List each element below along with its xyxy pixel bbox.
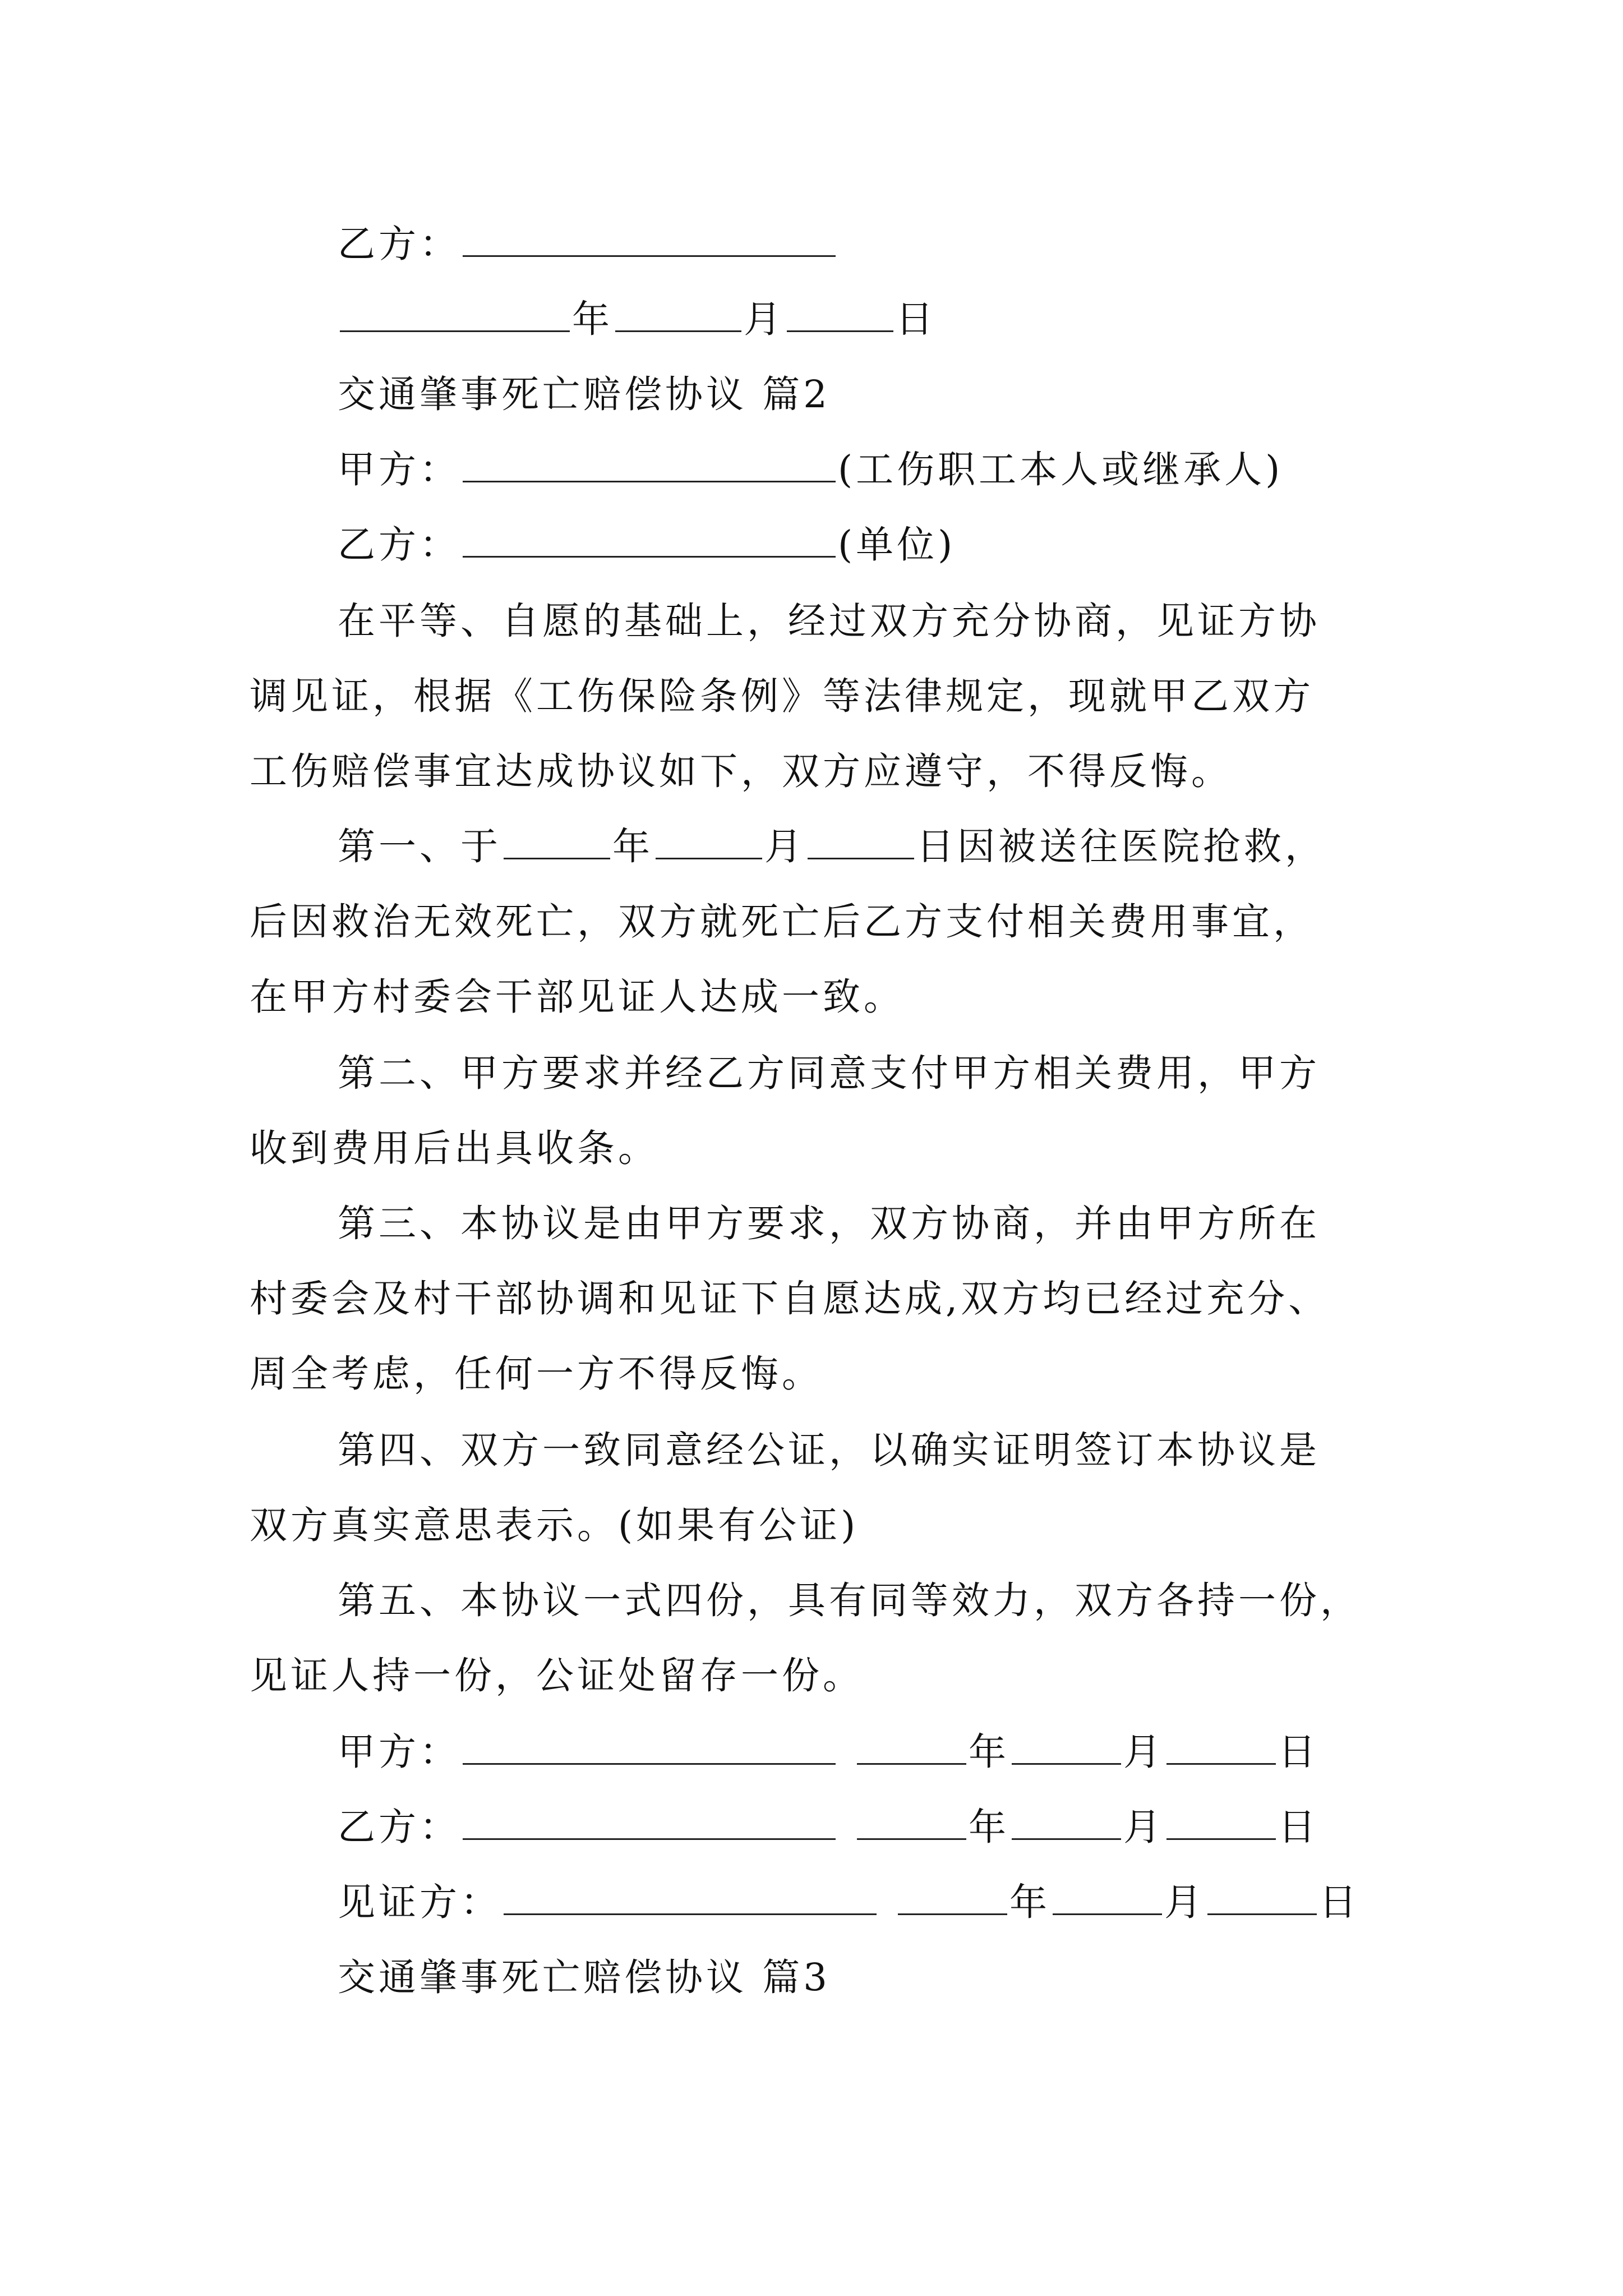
sig-party-a-label: 甲方： xyxy=(338,1730,460,1774)
sig-party-a-blank xyxy=(463,1729,836,1765)
signature-party-b xyxy=(338,1789,1396,1865)
party-b-label: 乙方： xyxy=(338,523,460,567)
sig-year-blank xyxy=(857,1729,966,1765)
party-a-note: (工伤职工本人或继承人) xyxy=(838,448,1284,491)
clause1-line-1 xyxy=(338,809,1396,884)
party-b-note: (单位) xyxy=(838,523,956,567)
signature-party-a xyxy=(338,1714,1396,1789)
clause1-line-3: 在甲方村委会干部见证人达成一致。 xyxy=(250,975,905,1019)
day-label: 日 xyxy=(896,297,937,341)
sig-year-label: 年 xyxy=(969,1805,1009,1849)
party-a-label: 甲方： xyxy=(338,448,460,491)
sig-month-blank xyxy=(1012,1805,1121,1840)
month-label: 月 xyxy=(744,297,785,341)
intro-line-2: 调见证，根据《工伤保险条例》等法律规定，现就甲乙双方 xyxy=(250,674,1314,718)
signature-witness xyxy=(338,1865,1396,1940)
month-blank xyxy=(615,297,741,332)
sig-day-blank xyxy=(1166,1805,1276,1840)
clause4-line-1: 第四、双方一致同意经公证，以确实证明签订本协议是 xyxy=(338,1428,1320,1472)
sig-witness-blank xyxy=(504,1880,877,1915)
top-party-b-line xyxy=(338,206,1396,282)
year-blank xyxy=(340,297,570,332)
sig-month-blank xyxy=(1012,1729,1121,1765)
sig-day-blank xyxy=(1207,1880,1317,1915)
top-date-line xyxy=(338,282,1396,357)
clause2-line-2: 收到费用后出具收条。 xyxy=(250,1126,659,1170)
clause1-prefix: 第一、于 xyxy=(338,825,501,868)
sig-year-blank xyxy=(857,1805,966,1840)
sig-day-label: 日 xyxy=(1278,1730,1319,1774)
sig-day-label: 日 xyxy=(1278,1805,1319,1849)
sig-year-blank xyxy=(898,1880,1007,1915)
party-b-blank xyxy=(463,522,836,558)
section2-heading: 交通肇事死亡赔偿协议 篇2 xyxy=(338,372,831,416)
party-a-line xyxy=(338,432,1396,507)
clause5-line-2: 见证人持一份，公证处留存一份。 xyxy=(250,1654,864,1697)
clause1-month-blank xyxy=(656,824,762,859)
section3-heading: 交通肇事死亡赔偿协议 篇3 xyxy=(338,1955,831,1999)
sig-day-blank xyxy=(1166,1729,1276,1765)
clause1-year-blank xyxy=(504,824,610,859)
sig-year-label: 年 xyxy=(969,1730,1009,1774)
clause3-line-1: 第三、本协议是由甲方要求，双方协商，并由甲方所在 xyxy=(338,1202,1320,1245)
sig-party-b-label: 乙方： xyxy=(338,1805,460,1849)
sig-day-label: 日 xyxy=(1319,1880,1360,1924)
clause4-line-2: 双方真实意思表示。(如果有公证) xyxy=(250,1503,859,1547)
sig-party-b-blank xyxy=(463,1805,836,1840)
party-b-label: 乙方： xyxy=(338,222,460,266)
party-a-blank xyxy=(463,447,836,482)
intro-line-3: 工伤赔偿事宜达成协议如下，双方应遵守，不得反悔。 xyxy=(250,749,1232,793)
year-label: 年 xyxy=(572,297,613,341)
clause1-day-blank xyxy=(808,824,914,859)
intro-line-1: 在平等、自愿的基础上，经过双方充分协商，见证方协 xyxy=(338,599,1320,643)
clause1-line-2: 后因救治无效死亡，双方就死亡后乙方支付相关费用事宜， xyxy=(250,900,1314,944)
clause1-year-label: 年 xyxy=(612,825,653,868)
sig-month-blank xyxy=(1053,1880,1162,1915)
sig-year-label: 年 xyxy=(1009,1880,1050,1924)
clause3-line-2: 村委会及村干部协调和见证下自愿达成,双方均已经过充分、 xyxy=(250,1277,1330,1320)
sig-witness-label: 见证方： xyxy=(338,1880,501,1924)
day-blank xyxy=(787,297,893,332)
clause1-month-label: 月 xyxy=(764,825,805,868)
clause3-line-3: 周全考虑，任何一方不得反悔。 xyxy=(250,1352,823,1396)
signature-blank xyxy=(463,222,836,257)
sig-month-label: 月 xyxy=(1164,1880,1205,1924)
sig-month-label: 月 xyxy=(1123,1730,1164,1774)
clause1-suffix: 日因被送往医院抢救， xyxy=(916,825,1326,868)
clause5-line-1: 第五、本协议一式四份，具有同等效力，双方各持一份， xyxy=(338,1579,1361,1622)
clause2-line-1: 第二、甲方要求并经乙方同意支付甲方相关费用，甲方 xyxy=(338,1051,1320,1095)
party-b-line xyxy=(338,507,1396,582)
sig-month-label: 月 xyxy=(1123,1805,1164,1849)
